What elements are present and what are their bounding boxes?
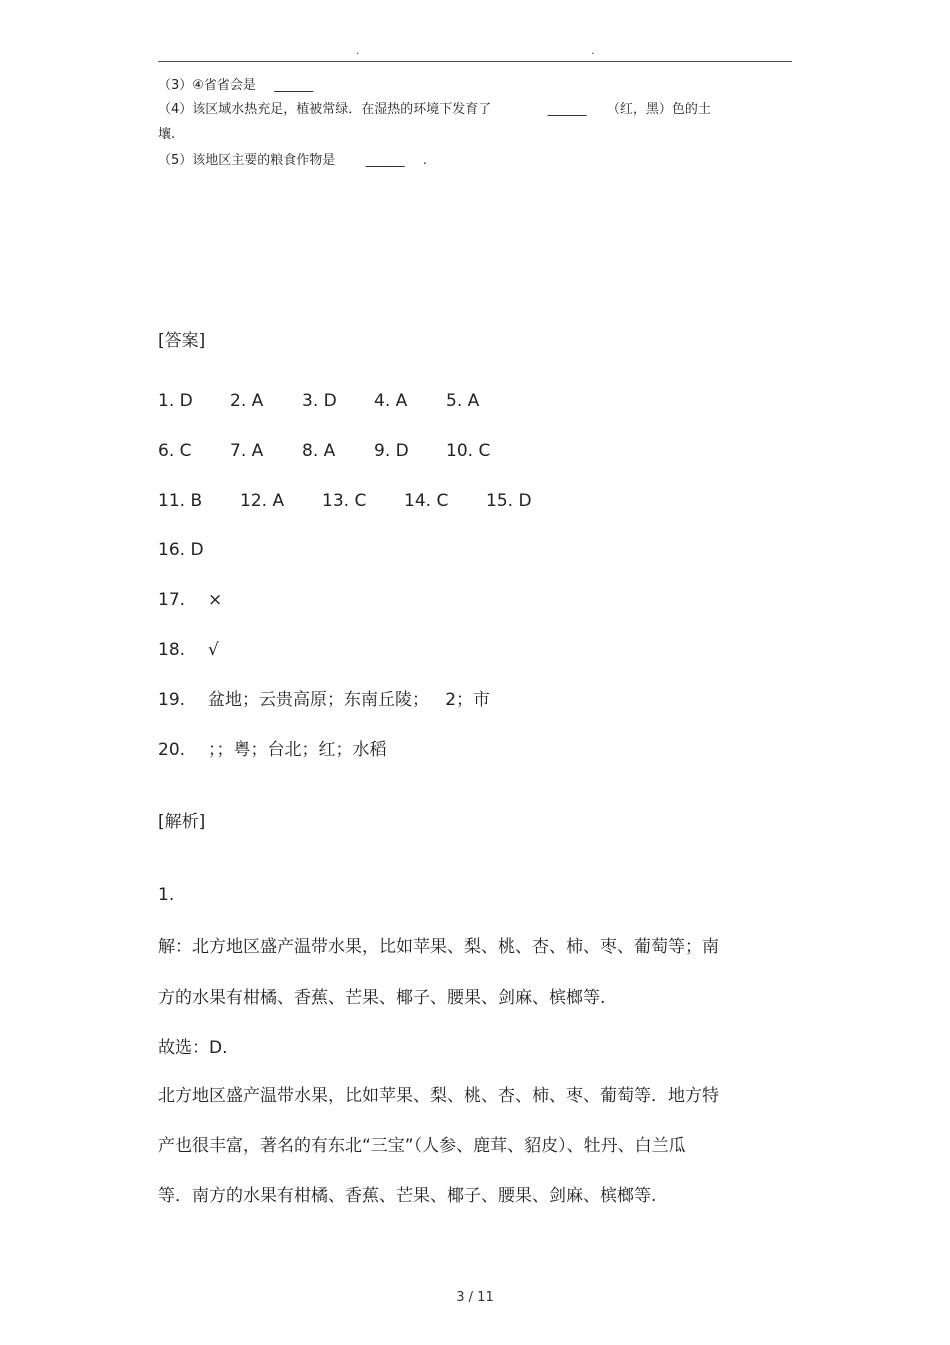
question-4 [158, 102, 711, 118]
answer-item: 10. C [446, 441, 491, 461]
answer-item: 2. A [230, 391, 264, 411]
answer-19-num: 19. [158, 690, 186, 710]
question-3-text: （3）④省省会是 [158, 78, 256, 93]
question-3-blank: ______ [274, 78, 314, 93]
page-number: 3 / 11 [456, 1290, 494, 1305]
answer-18-num: 18. [158, 640, 186, 660]
answers-heading: [答案] [158, 331, 206, 351]
answer-item: 12. A [240, 491, 285, 511]
question-4-text: （4）该区域水热充足，植被常绿．在湿热的环境下发育了 [158, 102, 492, 117]
question-5 [158, 153, 427, 169]
header-dot-right: . [591, 44, 595, 57]
answer-19 [158, 689, 490, 711]
answer-row-3 [158, 490, 568, 512]
answer-17-num: 17. [158, 590, 186, 610]
analysis-line: 等．南方的水果有柑橘、香蕉、芒果、椰子、腰果、剑麻、槟榔等. [158, 1186, 657, 1206]
answer-item: 4. A [374, 391, 408, 411]
analysis-line: 故选：D. [158, 1038, 228, 1058]
answer-item: 9. D [374, 441, 409, 461]
header-dot-left: . [356, 44, 360, 57]
answer-19-text: 盆地；云贵高原；东南丘陵； 2；市 [208, 690, 491, 710]
cross-mark: × [208, 590, 223, 610]
answer-item: 8. A [302, 441, 336, 461]
analysis-line: 产也很丰富，著名的有东北“三宝”（人参、鹿茸、貂皮）、牡丹、白兰瓜 [158, 1136, 686, 1156]
answer-item: 3. D [302, 391, 337, 411]
question-4-blank: ______ [547, 102, 587, 117]
analysis-line: 解：北方地区盛产温带水果，比如苹果、梨、桃、杏、柿、枣、葡萄等；南 [158, 937, 719, 957]
answer-item: 11. B [158, 491, 203, 511]
answer-16: 16. D [158, 540, 204, 560]
question-3 [158, 78, 313, 94]
analysis-line: 方的水果有柑橘、香蕉、芒果、椰子、腰果、剑麻、槟榔等. [158, 988, 606, 1008]
question-5-blank: ______ [365, 153, 405, 168]
question-4-wrap: 壤. [158, 127, 176, 142]
question-5-end: . [422, 153, 427, 168]
answer-20-num: 20. [158, 740, 186, 760]
answer-item: 14. C [404, 491, 449, 511]
answer-17 [158, 589, 222, 611]
answer-item: 15. D [486, 491, 532, 511]
answer-item: 7. A [230, 441, 264, 461]
answer-item: 13. C [322, 491, 367, 511]
analysis-heading: [解析] [158, 812, 206, 832]
question-5-text: （5）该地区主要的粮食作物是 [158, 153, 336, 168]
answer-item: 1. D [158, 391, 193, 411]
header-rule [158, 61, 792, 62]
analysis-line: 北方地区盛产温带水果，比如苹果、梨、桃、杏、柿、枣、葡萄等．地方特 [158, 1086, 719, 1106]
answer-item: 5. A [446, 391, 480, 411]
answer-20-text: ；；粤；台北；红；水稻 [208, 740, 387, 760]
question-4-suffix: （红，黑）色的土 [606, 102, 711, 117]
check-mark: √ [208, 640, 219, 660]
answer-18 [158, 639, 219, 661]
answer-row-2 [158, 440, 518, 462]
analysis-item-number: 1. [158, 885, 175, 905]
answer-20 [158, 739, 387, 761]
answer-row-1 [158, 390, 518, 412]
answer-item: 6. C [158, 441, 192, 461]
